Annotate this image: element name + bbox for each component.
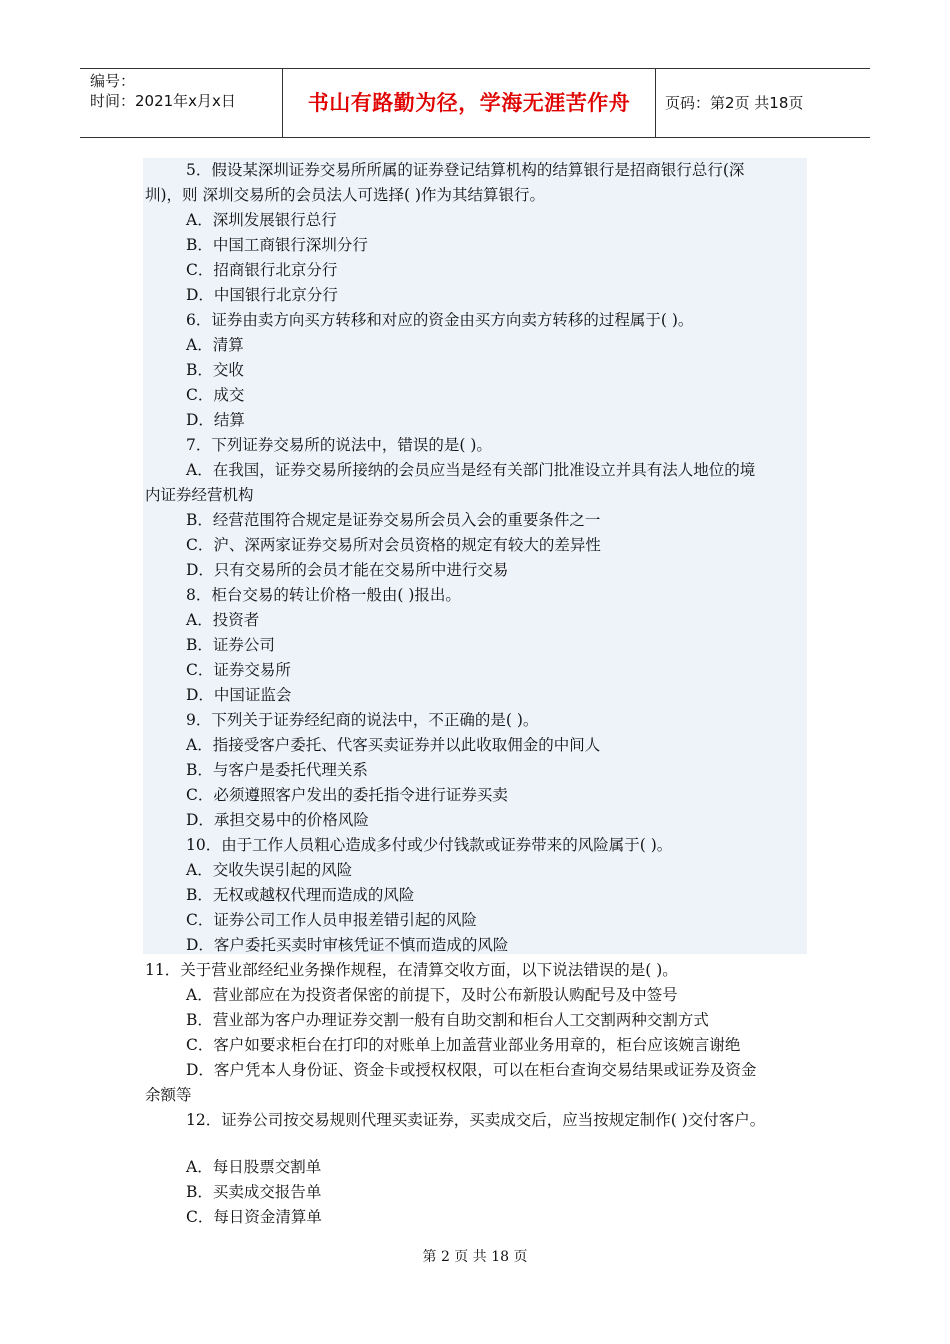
- question-6: 6．证券由卖方向买方转移和对应的资金由买方向卖方转移的过程属于( )。: [186, 311, 694, 329]
- option-11d-line-2: 余额等: [145, 1086, 192, 1104]
- question-12: 12．证券公司按交易规则代理买卖证券，买卖成交后，应当按规定制作( )交付客户。: [186, 1111, 766, 1129]
- page-number-info: 页码：第2页 共18页: [665, 94, 804, 112]
- question-5-line-1: 5．假设某深圳证券交易所所属的证券登记结算机构的结算银行是招商银行总行(深: [186, 161, 745, 179]
- option-8c: C．证券交易所: [186, 661, 291, 679]
- date-label: 时间：2021年x月x日: [90, 92, 236, 110]
- question-9: 9．下列关于证券经纪商的说法中，不正确的是( )。: [186, 711, 539, 729]
- option-9a: A．指接受客户委托、代客买卖证券并以此收取佣金的中间人: [186, 736, 601, 754]
- option-11a: A．营业部应在为投资者保密的前提下，及时公布新股认购配号及中签号: [186, 986, 678, 1004]
- option-11d-line-1: D．客户凭本人身份证、资金卡或授权权限，可以在柜台查询交易结果或证券及资金: [186, 1061, 757, 1079]
- option-9b: B．与客户是委托代理关系: [186, 761, 368, 779]
- option-8a: A．投资者: [186, 611, 260, 629]
- option-8b: B．证券公司: [186, 636, 275, 654]
- question-10: 10．由于工作人员粗心造成多付或少付钱款或证券带来的风险属于( )。: [186, 836, 673, 854]
- serial-label: 编号：: [90, 72, 136, 90]
- header-meta: [80, 69, 283, 137]
- option-7a-line-1: A．在我国，证券交易所接纳的会员应当是经有关部门批准设立并具有法人地位的境: [186, 461, 756, 479]
- option-5a: A．深圳发展银行总行: [186, 211, 337, 229]
- question-5-line-2: 圳)，则 深圳交易所的会员法人可选择( )作为其结算银行。: [145, 186, 545, 204]
- option-10c: C．证券公司工作人员申报差错引起的风险: [186, 911, 477, 929]
- page-footer: 第 2 页 共 18 页: [422, 1249, 528, 1265]
- option-8d: D．中国证监会: [186, 686, 292, 704]
- option-11b: B．营业部为客户办理证券交割一般有自助交割和柜台人工交割两种交割方式: [186, 1011, 709, 1029]
- option-9d: D．承担交易中的价格风险: [186, 811, 369, 829]
- header-motto: 书山有路勤为径，学海无涯苦作舟: [283, 69, 656, 137]
- question-7: 7．下列证券交易所的说法中，错误的是( )。: [186, 436, 492, 454]
- option-5c: C．招商银行北京分行: [186, 261, 338, 279]
- option-5d: D．中国银行北京分行: [186, 286, 338, 304]
- option-10d: D．客户委托买卖时审核凭证不慎而造成的风险: [186, 936, 509, 954]
- option-6c: C．成交: [186, 386, 245, 404]
- option-7b: B．经营范围符合规定是证券交易所会员入会的重要条件之一: [186, 511, 601, 529]
- option-12b: B．买卖成交报告单: [186, 1183, 322, 1201]
- option-7a-line-2: 内证券经营机构: [145, 486, 254, 504]
- option-11c: C．客户如要求柜台在打印的对账单上加盖营业部业务用章的，柜台应该婉言谢绝: [186, 1036, 741, 1054]
- option-12a: A．每日股票交割单: [186, 1158, 322, 1176]
- option-6b: B．交收: [186, 361, 244, 379]
- option-10a: A．交收失误引起的风险: [186, 861, 353, 879]
- option-7c: C．沪、深两家证券交易所对会员资格的规定有较大的差异性: [186, 536, 601, 554]
- question-8: 8．柜台交易的转让价格一般由( )报出。: [186, 586, 461, 604]
- option-10b: B．无权或越权代理而造成的风险: [186, 886, 415, 904]
- option-12c: C．每日资金清算单: [186, 1208, 322, 1226]
- page-header: [80, 68, 870, 138]
- question-11: 11．关于营业部经纪业务操作规程，在清算交收方面，以下说法错误的是( )。: [145, 961, 678, 979]
- option-7d: D．只有交易所的会员才能在交易所中进行交易: [186, 561, 509, 579]
- option-5b: B．中国工商银行深圳分行: [186, 236, 368, 254]
- option-6d: D．结算: [186, 411, 245, 429]
- option-6a: A．清算: [186, 336, 244, 354]
- option-9c: C．必须遵照客户发出的委托指令进行证券买卖: [186, 786, 508, 804]
